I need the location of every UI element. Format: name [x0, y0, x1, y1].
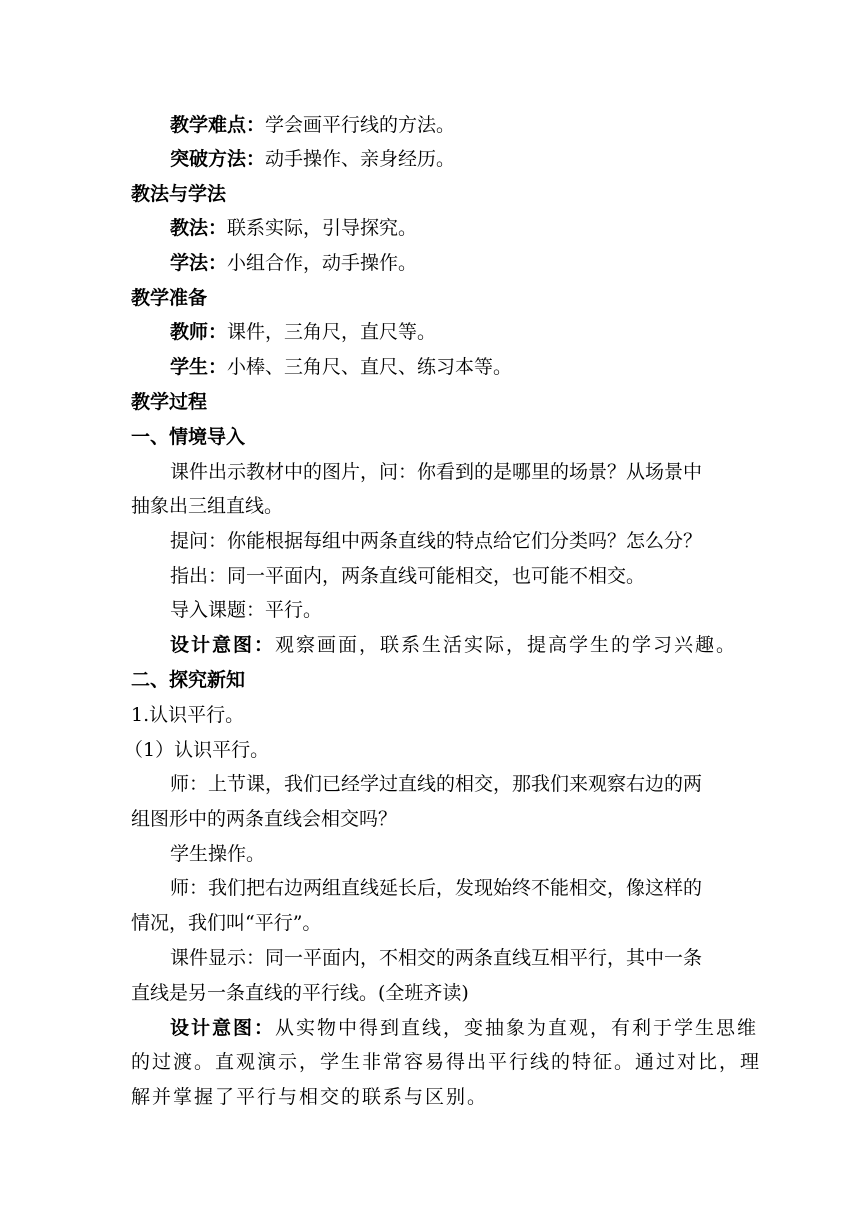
teaching-method-line — [170, 216, 417, 240]
design-intent-line — [170, 1016, 758, 1040]
paragraph-line: 导入课题：平行。 — [170, 599, 323, 621]
difficulty-label: 教学难点： — [170, 114, 266, 136]
design-intent-line — [170, 633, 737, 657]
design-intent-text: 观察画面，联系生活实际，提高学生的学习兴趣。 — [275, 634, 738, 656]
design-intent-text: 从实物中得到直线，变抽象为直观，有利于学生思维 — [275, 1017, 759, 1039]
paragraph-line: 师：上节课，我们已经学过直线的相交，那我们来观察右边的两 — [170, 773, 703, 795]
numbered-subitem: （1）认识平行。 — [124, 739, 270, 761]
paragraph-line: 解并掌握了平行与相交的联系与区别。 — [131, 1086, 489, 1108]
paragraph-line: 抽象出三组直线。 — [131, 495, 284, 517]
paragraph-line: 课件显示：同一平面内，不相交的两条直线互相平行，其中一条 — [170, 947, 703, 969]
paragraph-line: 直线是另一条直线的平行线。(全班齐读) — [131, 982, 469, 1004]
paragraph-line: 的过渡。直观演示，学生非常容易得出平行线的特征。通过对比，理 — [131, 1051, 762, 1073]
student-prep-line — [170, 355, 512, 379]
learning-method-line — [170, 251, 417, 275]
paragraph-line: 学生操作。 — [170, 843, 266, 865]
numbered-item: 1.认识平行。 — [131, 704, 245, 726]
paragraph-line: 师：我们把右边两组直线延长后，发现始终不能相交，像这样的 — [170, 877, 703, 899]
subsection-heading-intro: 一、情境导入 — [131, 426, 246, 448]
section-heading-preparation: 教学准备 — [131, 287, 208, 309]
paragraph-line: 课件出示教材中的图片，问：你看到的是哪里的场景？从场景中 — [170, 461, 703, 483]
paragraph-line: 提问：你能根据每组中两条直线的特点给它们分类吗？怎么分？ — [170, 530, 703, 552]
paragraph-line: 指出：同一平面内，两条直线可能相交，也可能不相交。 — [170, 565, 646, 587]
teaching-method-text: 联系实际，引导探究。 — [227, 217, 418, 239]
section-heading-process: 教学过程 — [131, 391, 208, 413]
student-prep-label: 学生： — [170, 356, 228, 378]
teacher-prep-label: 教师： — [170, 321, 228, 343]
paragraph-line: 情况，我们叫“平行”。 — [131, 912, 322, 934]
difficulty-text: 学会画平行线的方法。 — [265, 114, 456, 136]
paragraph-line: 组图形中的两条直线会相交吗？ — [131, 808, 398, 830]
section-heading-methods: 教法与学法 — [131, 183, 227, 205]
subsection-heading-explore: 二、探究新知 — [131, 669, 246, 691]
student-prep-text: 小棒、三角尺、直尺、练习本等。 — [227, 356, 513, 378]
design-intent-label: 设计意图： — [170, 1017, 276, 1039]
breakthrough-label: 突破方法： — [170, 148, 266, 170]
breakthrough-text: 动手操作、亲身经历。 — [265, 148, 456, 170]
breakthrough-line — [170, 147, 455, 171]
teacher-prep-line — [170, 320, 436, 344]
learning-method-label: 学法： — [170, 252, 228, 274]
design-intent-label: 设计意图： — [170, 634, 276, 656]
learning-method-text: 小组合作，动手操作。 — [227, 252, 418, 274]
teaching-method-label: 教法： — [170, 217, 228, 239]
difficulty-line — [170, 113, 455, 137]
teacher-prep-text: 课件，三角尺，直尺等。 — [227, 321, 437, 343]
